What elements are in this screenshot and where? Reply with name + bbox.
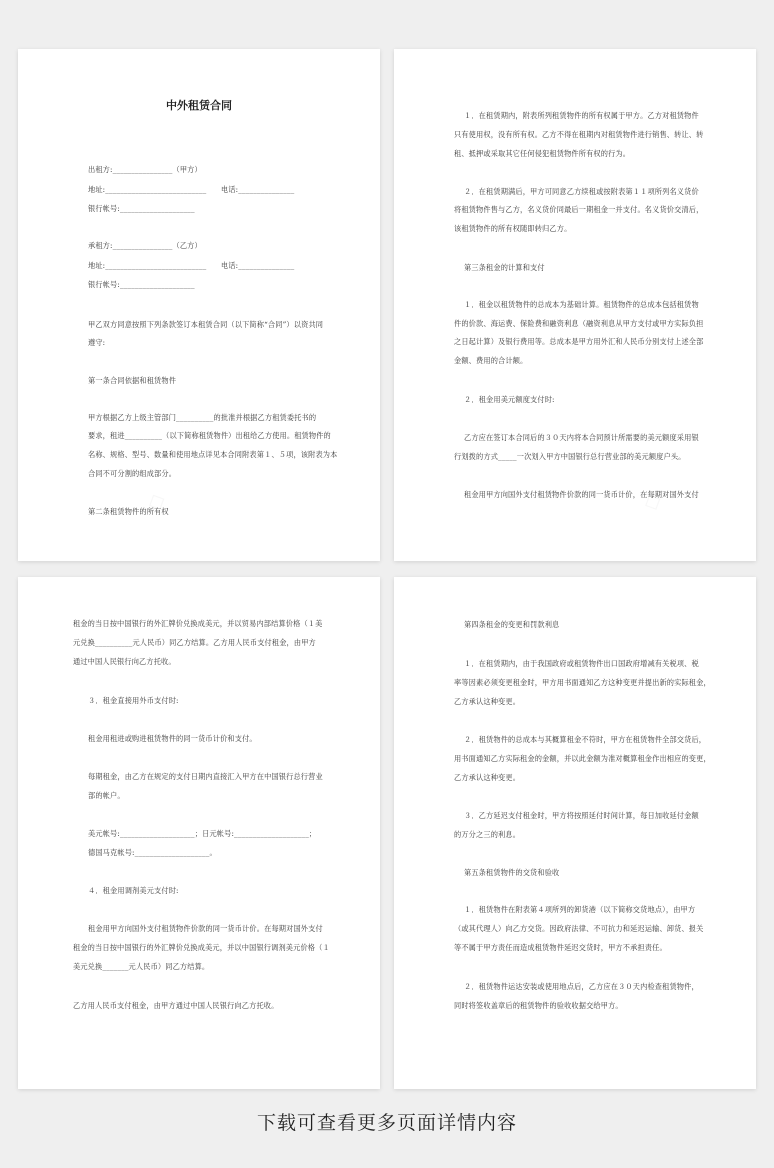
document-line: 用书面通知乙方实际租金的金额，并以此金额为准对概算租金作出相应的变更，: [454, 754, 711, 763]
document-line: 甲方根据乙方上级主管部门__________的批准并根据乙方租赁委托书的: [88, 413, 317, 422]
document-line: 租金用租进或购进租赁物件的同一货币计价和支付。: [88, 734, 257, 743]
document-line: 行划拨的方式_____一次划入甲方中国银行总行营业部的美元额度户头。: [454, 452, 686, 461]
document-line: （或其代理人）向乙方交货。因政府法律、不可抗力和延迟运输、卸货、报关: [454, 924, 704, 933]
document-line: 同时将签收盖章后的租赁物件的验收收据交给甲方。: [454, 1001, 623, 1010]
document-line: ３．租金直接用外币支付时:: [88, 696, 179, 705]
document-line: 通过中国人民银行向乙方托收。: [73, 657, 176, 666]
document-line: 租、抵押或采取其它任何侵犯租赁物件所有权的行为。: [454, 149, 631, 158]
document-line: 承租方:________________（乙方）: [88, 241, 202, 250]
document-line: 第二条租赁物件的所有权: [88, 507, 169, 516]
document-line: 金额、费用的合计额。: [454, 356, 528, 365]
document-line: 银行帐号:____________________: [88, 204, 195, 213]
document-line: 第五条租赁物件的交货和验收: [464, 868, 560, 877]
document-line: 乙方用人民币支付租金，由甲方通过中国人民银行向乙方托收。: [73, 1001, 279, 1010]
document-line: 遵守:: [88, 338, 106, 347]
document-page-1: [18, 49, 380, 561]
document-line: 租金用甲方向国外支付租赁物件价款的同一货币计价，在每期对国外支付: [464, 490, 699, 499]
document-line: 要求，租进__________（以下简称租赁物件）出租给乙方使用。租赁物件的: [88, 431, 331, 440]
document-line: ２．租金用美元额度支付时:: [464, 395, 555, 404]
document-page-4: [394, 577, 756, 1089]
document-line: ３．乙方延迟支付租金时，甲方将按照延付时间计算，每日加收延付金额: [464, 811, 699, 820]
document-line: 等不属于甲方责任而造成租赁物件延迟交货时，甲方不承担责任。: [454, 943, 667, 952]
document-line: １．在租赁期内，附表所列租赁物件的所有权属于甲方。乙方对租赁物件: [464, 111, 699, 120]
document-line: 出租方:________________（甲方）: [88, 165, 202, 174]
document-line: 第一条合同依据和租赁物件: [88, 376, 177, 385]
document-line: 第三条租金的计算和支付: [464, 263, 545, 272]
document-line: 地址:___________________________ 电话:_______________: [88, 185, 295, 194]
document-line: ２．租赁物件的总成本与其概算租金不符时，甲方在租赁物件全部交货后，: [464, 735, 707, 744]
document-line: 的万分之三的利息。: [454, 830, 521, 839]
document-line: 名称、规格、型号、数量和使用地点详见本合同附表第１、５项，该附表为本: [88, 450, 338, 459]
document-line: 乙方应在签订本合同后的３０天内将本合同预计所需要的美元额度采用银: [464, 433, 699, 442]
document-line: 租金的当日按中国银行的外汇牌价兑换成美元，并以贸易内部结算价格（１美: [73, 619, 323, 628]
document-line: 只有使用权，没有所有权。乙方不得在租期内对租赁物件进行销售、转让、转: [454, 130, 704, 139]
document-line: 地址:___________________________ 电话:_______________: [88, 261, 295, 270]
document-line: 德国马克帐号:____________________。: [88, 848, 217, 857]
document-line: 将租赁物件售与乙方，名义货价同最后一期租金一并支付。名义货价交清后，: [454, 205, 704, 214]
document-line: １．租金以租赁物件的总成本为基础计算。租赁物件的总成本包括租赁物: [464, 300, 699, 309]
document-line: 美元兑换_______元人民币）同乙方结算。: [73, 962, 210, 971]
document-line: ４．租金用调剂美元支付时:: [88, 886, 179, 895]
download-caption: 下载可查看更多页面详情内容: [256, 1112, 517, 1134]
document-line: 合同不可分割的组成部分。: [88, 469, 177, 478]
document-line: 银行帐号:____________________: [88, 280, 195, 289]
document-line: 部的帐户。: [88, 791, 125, 800]
document-line: 件的价款、海运费、保险费和融资利息（融资利息从甲方支付或甲方实际负担: [454, 319, 704, 328]
document-page-3: [18, 577, 380, 1089]
document-line: 乙方承认这种变更。: [454, 773, 521, 782]
document-line: 元兑换__________元人民币）同乙方结算。乙方用人民币支付租金，由甲方: [73, 638, 316, 647]
document-line: １．在租赁期内，由于我国政府或租赁物件出口国政府增减有关税项、税: [464, 659, 699, 668]
document-line: 乙方承认这种变更。: [454, 697, 521, 706]
document-line: 之日起计算）及银行费用等。总成本是甲方用外汇和人民币分别支付上述全部: [454, 337, 704, 346]
document-title: 中外租赁合同: [166, 99, 232, 112]
document-line: 甲乙双方同意按照下列条款签订本租赁合同（以下简称“合同”）以资共同: [88, 320, 324, 329]
document-line: ２．在租赁期满后，甲方可同意乙方续租或按附表第１１项所列名义货价: [464, 187, 699, 196]
document-line: 率等因素必须变更租金时，甲方用书面通知乙方这种变更并提出新的实际租金，: [454, 678, 711, 687]
document-line: 该租赁物件的所有权随即转归乙方。: [454, 224, 572, 233]
document-line: 第四条租金的变更和罚款利息: [464, 620, 560, 629]
document-line: 租金用甲方向国外支付租赁物件价款的同一货币计价。在每期对国外支付: [88, 924, 323, 933]
document-line: ２．租赁物件运达安装或使用地点后，乙方应在３０天内检查租赁物件，: [464, 982, 699, 991]
document-line: 美元帐号:____________________；日元帐号:____________________；: [88, 829, 317, 838]
document-line: 租金的当日按中国银行的外汇牌价兑换成美元，并以中国银行调剂美元价格（１: [73, 943, 330, 952]
document-line: 每期租金，由乙方在规定的支付日期内直接汇入甲方在中国银行总行营业: [88, 772, 323, 781]
document-page-2: [394, 49, 756, 561]
document-line: １．租赁物件在附表第４项所列的卸货港（以下简称交货地点），由甲方: [464, 905, 696, 914]
